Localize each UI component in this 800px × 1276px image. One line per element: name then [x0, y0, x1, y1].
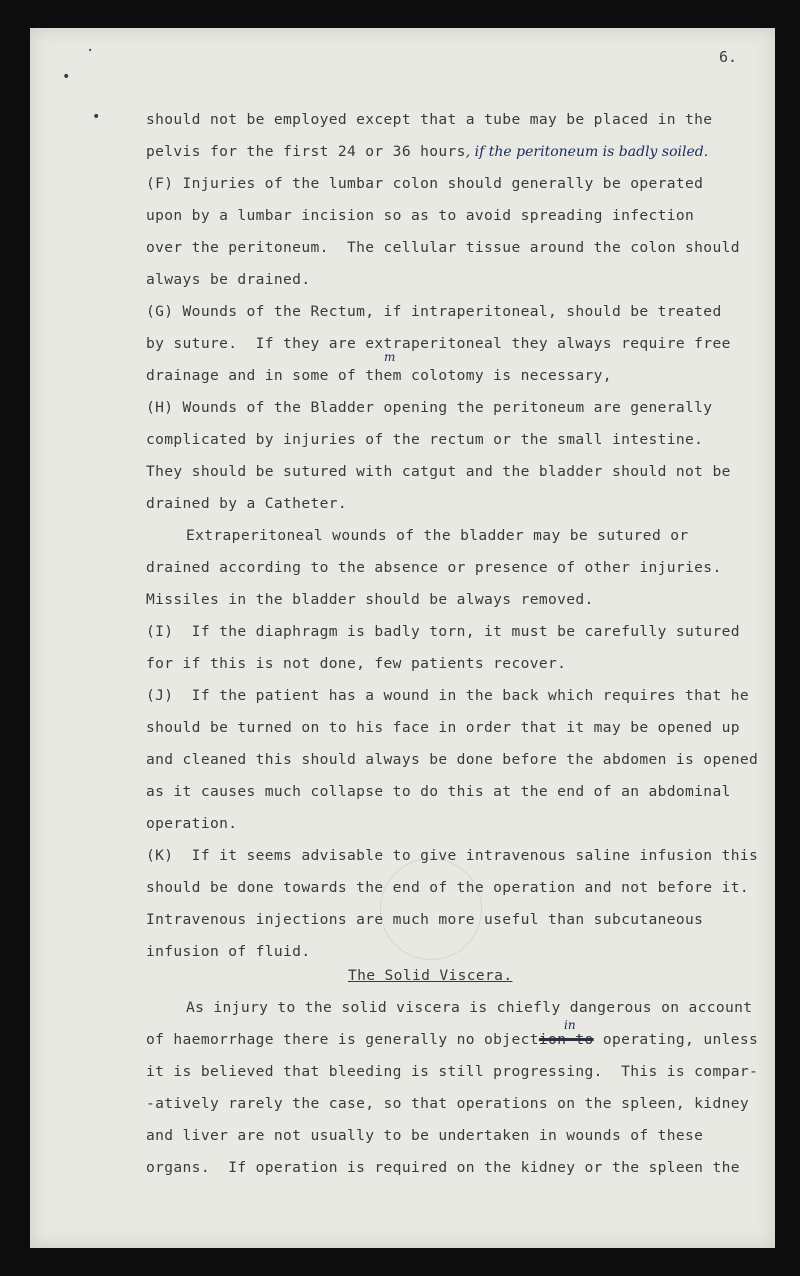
text-line: operation.	[146, 815, 238, 832]
text-line: (G) Wounds of the Rectum, if intraperitoneal, should be treated	[146, 303, 722, 320]
text-line: (F) Injuries of the lumbar colon should generally be operated	[146, 175, 704, 192]
text-line: As injury to the solid viscera is chiefly dangerous on account	[186, 999, 753, 1016]
margin-mark: •	[92, 109, 101, 125]
text-line: They should be sutured with catgut and the bladder should not be	[146, 463, 731, 480]
struck-text: ion to	[538, 1031, 594, 1048]
text-line: (K) If it seems advisable to give intravenous saline infusion this	[146, 847, 759, 864]
handwritten-insertion: , if the peritoneum is badly soiled.	[465, 144, 709, 160]
text-line: should not be employed except that a tube may be placed in the	[146, 111, 713, 128]
text-line: should be done towards the end of the operation and not before it.	[146, 879, 749, 896]
text-line: for if this is not done, few patients recover.	[146, 655, 567, 672]
text-line: (I) If the diaphragm is badly torn, it must be carefully sutured	[146, 623, 740, 640]
text-line: over the peritoneum. The cellular tissue around the colon should	[146, 239, 740, 256]
handwritten-correction: m	[384, 350, 396, 364]
handwritten-insertion: in	[564, 1018, 576, 1032]
text-line: organs. If operation is required on the kidney or the spleen the	[146, 1159, 740, 1176]
text-line: always be drained.	[146, 271, 311, 288]
text-line: -atively rarely the case, so that operations on the spleen, kidney	[146, 1095, 749, 1112]
document-page	[30, 28, 775, 1248]
text-line: of haemorrhage there is generally no objection to operating, unless	[146, 1031, 759, 1048]
text-line: as it causes much collapse to do this at the end of an abdominal	[146, 783, 731, 800]
text-line: pelvis for the first 24 or 36 hours, if the peritoneum is badly soiled.	[146, 143, 709, 160]
text-line: should be turned on to his face in order that it may be opened up	[146, 719, 740, 736]
text-line: Missiles in the bladder should be always removed.	[146, 591, 594, 608]
text-line: drained by a Catheter.	[146, 495, 347, 512]
text-line: (H) Wounds of the Bladder opening the peritoneum are generally	[146, 399, 713, 416]
text-line: drainage and in some of them colotomy is necessary,	[146, 367, 612, 384]
section-heading: The Solid Viscera.	[348, 967, 513, 984]
text-line: Intravenous injections are much more useful than subcutaneous	[146, 911, 704, 928]
faint-stamp	[380, 858, 482, 960]
text-line: upon by a lumbar incision so as to avoid spreading infection	[146, 207, 695, 224]
text-line: and liver are not usually to be undertaken in wounds of these	[146, 1127, 704, 1144]
text-line: by suture. If they are extraperitoneal they always require free	[146, 335, 731, 352]
text-line: it is believed that bleeding is still progressing. This is compar-	[146, 1063, 759, 1080]
text-line: and cleaned this should always be done before the abdomen is opened	[146, 751, 759, 768]
text-line: infusion of fluid.	[146, 943, 311, 960]
text-line: complicated by injuries of the rectum or the small intestine.	[146, 431, 704, 448]
text-line: Extraperitoneal wounds of the bladder may be sutured or	[186, 527, 689, 544]
text-line: (J) If the patient has a wound in the back which requires that he	[146, 687, 749, 704]
margin-mark: .	[86, 39, 95, 55]
margin-mark: •	[62, 69, 71, 85]
text-line: drained according to the absence or presence of other injuries.	[146, 559, 722, 576]
page-number: 6.	[718, 48, 737, 66]
